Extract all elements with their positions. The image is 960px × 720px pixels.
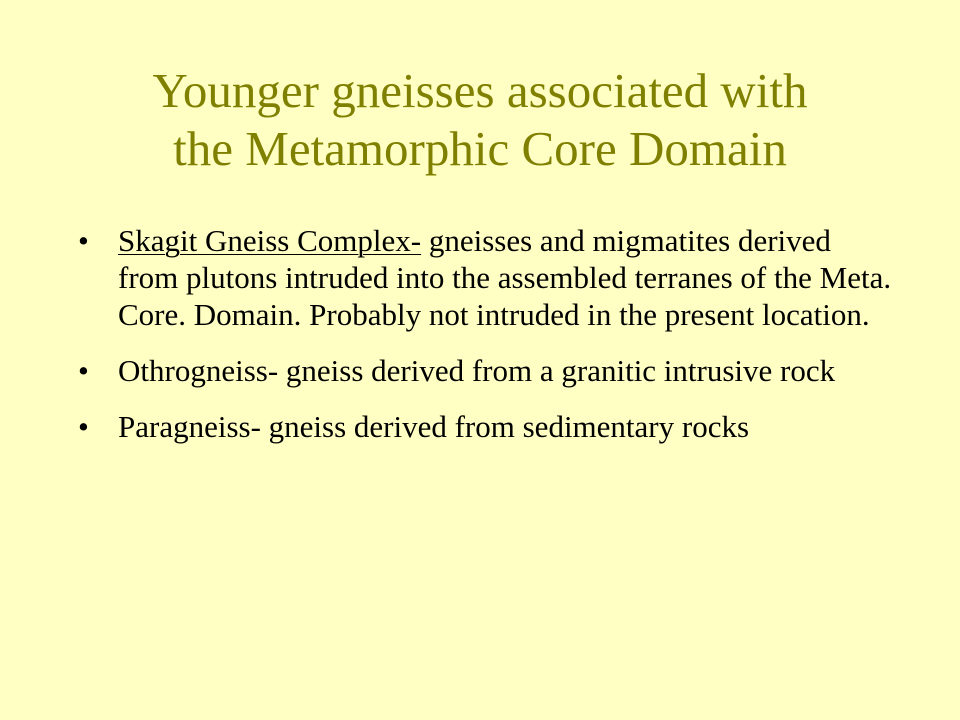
bullet-term: Othrogneiss- [118, 353, 279, 388]
slide-title [60, 62, 900, 178]
bullet-item-paragneiss [78, 408, 898, 445]
bullet-item-othrogneiss [78, 352, 898, 389]
bullet-term: Paragneiss- [118, 409, 261, 444]
bullet-list [78, 222, 898, 464]
bullet-text: gneiss derived from a granitic intrusive rock [278, 353, 836, 388]
bullet-point-icon: • [78, 223, 89, 258]
slide-title-line-1: Younger gneisses associated with [152, 63, 808, 118]
bullet-item-skagit-gneiss-complex [78, 222, 898, 333]
bullet-point-icon: • [78, 353, 89, 388]
bullet-text: gneisses and migmatites derived from plutons intruded into the assembled terranes of the Meta. Core. Domain. Probably not intruded in the present location. [118, 223, 892, 332]
bullet-text: gneiss derived from sedimentary rocks [260, 409, 750, 444]
bullet-term: Skagit Gneiss Complex- [118, 223, 422, 258]
slide-title-line-2: the Metamorphic Core Domain [173, 121, 787, 176]
bullet-point-icon: • [78, 409, 89, 444]
